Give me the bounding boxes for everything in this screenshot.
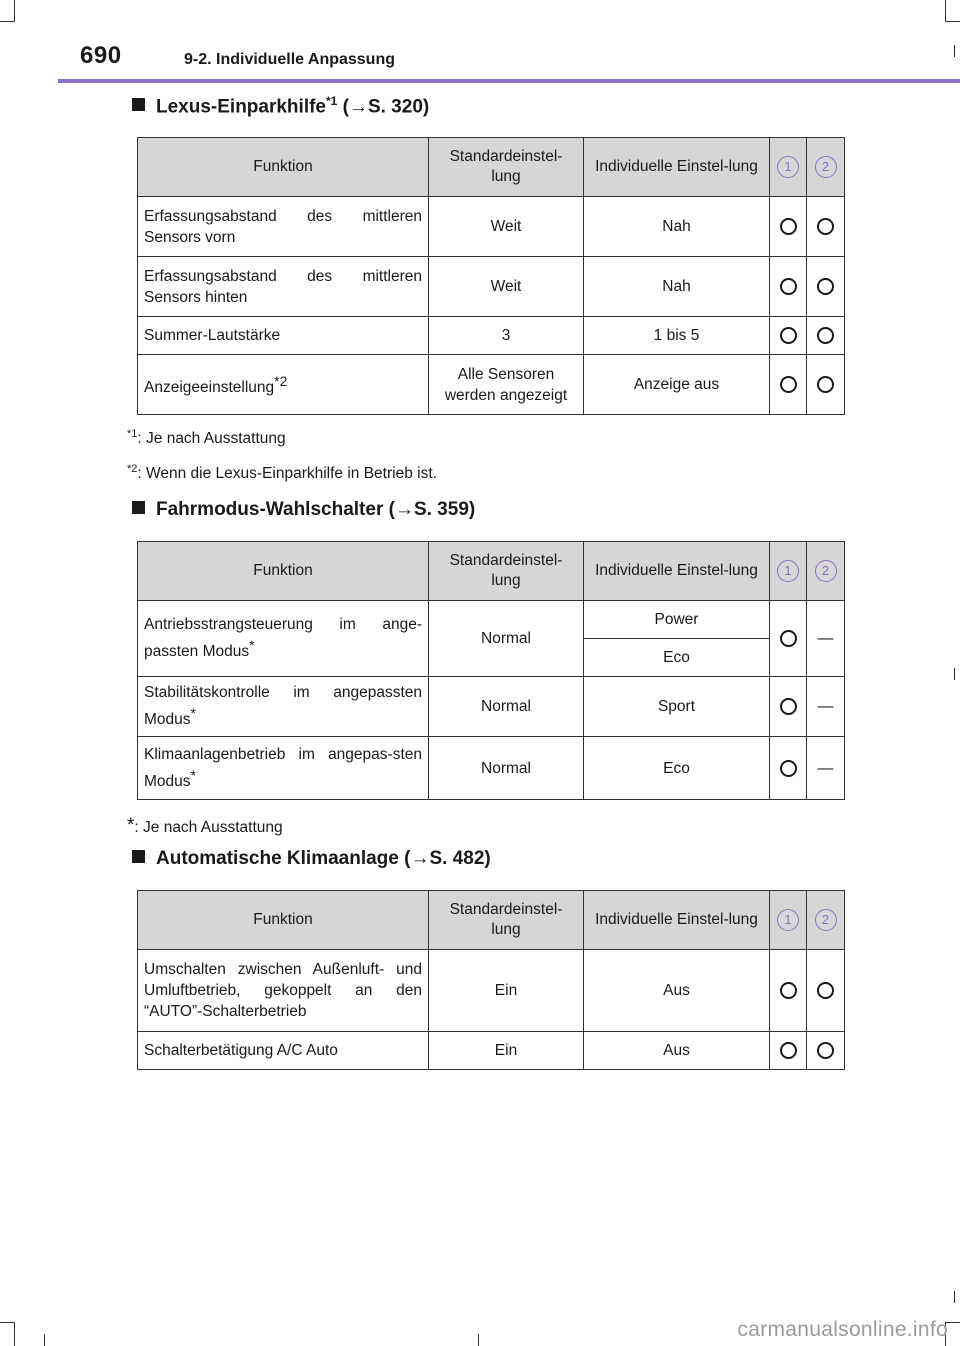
column-header [770, 542, 807, 601]
crop-mark [946, 1322, 960, 1323]
crop-mark [478, 1334, 479, 1346]
footnote: $^{*1}$: Je nach Ausstattung [127, 428, 286, 447]
crop-mark [954, 45, 955, 57]
circle-mark-icon [780, 327, 797, 344]
number-1-icon: 1 [777, 560, 799, 582]
circle-mark-icon [817, 218, 834, 235]
function-cell: Antriebsstrangsteuerung im ange-passten Modus* [138, 601, 429, 677]
crop-mark [0, 21, 14, 22]
default-cell: Weit [429, 197, 584, 257]
column-header: Individuelle Einstel-lung [584, 138, 770, 197]
availability-cell [770, 317, 807, 355]
column-header [807, 138, 845, 197]
circle-mark-icon [780, 698, 797, 715]
default-cell: Weit [429, 257, 584, 317]
chapter-title: 9-2. Individuelle Anpassung [184, 51, 395, 68]
function-cell: Schalterbetätigung A/C Auto [138, 1032, 429, 1070]
custom-cell: 1 bis 5 [584, 317, 770, 355]
availability-cell [770, 950, 807, 1032]
function-cell: Anzeigeeinstellung$^{*2}$ [138, 355, 429, 415]
availability-cell [807, 257, 845, 317]
function-cell: Erfassungsabstand des mittleren Sensors vorn [138, 197, 429, 257]
column-header: Standardeinstel-lung [429, 891, 584, 950]
column-header [770, 891, 807, 950]
settings-table [137, 890, 845, 1070]
circle-mark-icon [817, 278, 834, 295]
availability-cell [770, 257, 807, 317]
custom-cell: Power [584, 601, 770, 639]
section-heading: Fahrmodus-Wahlschalter (→S. 359) [132, 499, 475, 521]
footnote: $^{*2}$: Wenn die Lexus-Einparkhilfe in Betrieb ist. [127, 463, 437, 482]
column-header [807, 891, 845, 950]
table-row [138, 257, 845, 317]
section-heading: Lexus-Einparkhilfe$^{*1}$ (→S. 320) [132, 94, 429, 118]
table-header-row [138, 891, 845, 950]
square-bullet-icon [132, 850, 145, 863]
column-header: Standardeinstel-lung [429, 542, 584, 601]
column-header: Standardeinstel-lung [429, 138, 584, 197]
page-reference: (→S. 482) [404, 848, 491, 869]
availability-cell [770, 677, 807, 737]
settings-table [137, 137, 845, 415]
header-rule [58, 79, 960, 83]
circle-mark-icon [817, 982, 834, 999]
availability-cell [807, 1032, 845, 1070]
circle-mark-icon [780, 760, 797, 777]
number-1-icon: 1 [777, 909, 799, 931]
table-row [138, 355, 845, 415]
crop-mark [14, 0, 15, 22]
default-cell: Normal [429, 737, 584, 800]
circle-mark-icon [780, 630, 797, 647]
availability-cell: — [807, 601, 845, 677]
availability-cell [770, 737, 807, 800]
availability-cell [770, 1032, 807, 1070]
default-cell: Normal [429, 677, 584, 737]
page-number: 690 [80, 42, 122, 69]
footnote: *: Je nach Ausstattung [127, 815, 283, 836]
table-row [138, 737, 845, 800]
availability-cell [807, 197, 845, 257]
circle-mark-icon [780, 218, 797, 235]
column-header: Individuelle Einstel-lung [584, 891, 770, 950]
custom-cell: Eco [584, 639, 770, 677]
crop-mark [945, 0, 946, 22]
availability-cell [807, 355, 845, 415]
availability-cell [807, 950, 845, 1032]
table-row [138, 601, 845, 639]
column-header [770, 138, 807, 197]
table-header-row [138, 138, 845, 197]
table-row [138, 317, 845, 355]
function-cell: Summer-Lautstärke [138, 317, 429, 355]
availability-cell [770, 355, 807, 415]
availability-cell: — [807, 677, 845, 737]
circle-mark-icon [780, 376, 797, 393]
table-row [138, 1032, 845, 1070]
crop-mark [954, 668, 955, 680]
custom-cell: Aus [584, 950, 770, 1032]
table-row [138, 197, 845, 257]
settings-table [137, 541, 845, 800]
circle-mark-icon [817, 327, 834, 344]
table-row [138, 677, 845, 737]
custom-cell: Nah [584, 257, 770, 317]
circle-mark-icon [780, 278, 797, 295]
custom-cell: Sport [584, 677, 770, 737]
column-header: Individuelle Einstel-lung [584, 542, 770, 601]
square-bullet-icon [132, 501, 145, 514]
number-2-icon: 2 [815, 560, 837, 582]
column-header: Funktion [138, 891, 429, 950]
table-header-row [138, 542, 845, 601]
availability-cell [807, 317, 845, 355]
number-1-icon: 1 [777, 156, 799, 178]
section-heading: Automatische Klimaanlage (→S. 482) [132, 848, 491, 870]
default-cell: Normal [429, 601, 584, 677]
availability-cell: — [807, 737, 845, 800]
crop-mark [44, 1334, 45, 1346]
default-cell: Ein [429, 1032, 584, 1070]
availability-cell [770, 197, 807, 257]
crop-mark [14, 1322, 15, 1346]
circle-mark-icon [817, 376, 834, 393]
default-cell: 3 [429, 317, 584, 355]
crop-mark [954, 1291, 955, 1303]
default-cell: Ein [429, 950, 584, 1032]
custom-cell: Nah [584, 197, 770, 257]
number-2-icon: 2 [815, 909, 837, 931]
circle-mark-icon [817, 1042, 834, 1059]
column-header [807, 542, 845, 601]
custom-cell: Aus [584, 1032, 770, 1070]
page-reference: (→S. 359) [388, 499, 476, 520]
crop-mark [946, 21, 960, 22]
function-cell: Klimaanlagenbetrieb im angepas-sten Modus* [138, 737, 429, 800]
crop-mark [0, 1322, 14, 1323]
custom-cell: Anzeige aus [584, 355, 770, 415]
square-bullet-icon [132, 98, 145, 111]
watermark: carmanualsonline.info [737, 1318, 948, 1341]
table-row [138, 950, 845, 1032]
circle-mark-icon [780, 1042, 797, 1059]
column-header: Funktion [138, 138, 429, 197]
function-cell: Erfassungsabstand des mittleren Sensors hinten [138, 257, 429, 317]
custom-cell: Eco [584, 737, 770, 800]
page-reference: (→S. 320) [342, 96, 430, 118]
circle-mark-icon [780, 982, 797, 999]
column-header: Funktion [138, 542, 429, 601]
default-cell: Alle Sensoren werden angezeigt [429, 355, 584, 415]
availability-cell [770, 601, 807, 677]
function-cell: Umschalten zwischen Außenluft- und Umluftbetrieb, gekoppelt an den “AUTO”-Schalterbetrieb [138, 950, 429, 1032]
number-2-icon: 2 [815, 156, 837, 178]
function-cell: Stabilitätskontrolle im angepassten Modus* [138, 677, 429, 737]
